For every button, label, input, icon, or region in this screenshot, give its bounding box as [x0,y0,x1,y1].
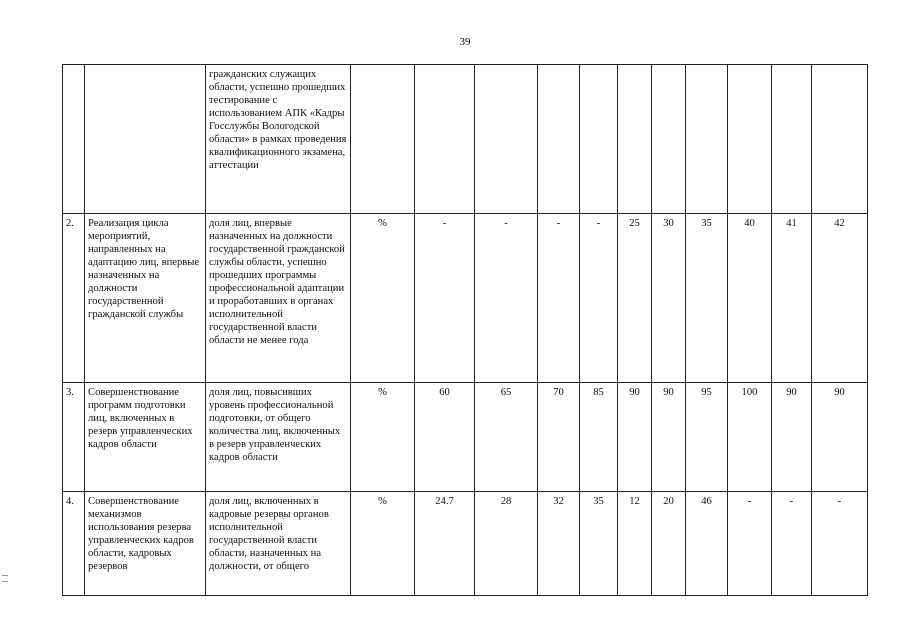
value-cell: 46 [686,492,728,596]
value-cell [580,65,618,214]
value-cell: 95 [686,383,728,492]
value-cell: 41 [772,214,812,383]
value-cell: 65 [475,383,538,492]
table-body [63,65,868,596]
value-cell: 35 [686,214,728,383]
indicator-cell: доля лиц, повысивших уровень профессиональной подготовки, от общего количества лиц, включенных в резерв управленческих кадров области [206,383,351,492]
table-row [63,214,868,383]
margin-mark [2,581,8,582]
value-cell [415,65,475,214]
value-cell: 90 [652,383,686,492]
value-cell: 90 [812,383,868,492]
table-row [63,492,868,596]
value-cell: 85 [580,383,618,492]
value-cell: 30 [652,214,686,383]
measure-name-cell: Реализация цикла мероприятий, направленных на адаптацию лиц, впервые назначенных на должности государственной гражданской службы [85,214,206,383]
value-cell: - [538,214,580,383]
value-cell: - [580,214,618,383]
measure-name-cell: Совершенствование программ подготовки лиц, включенных в резерв управленческих кадров области [85,383,206,492]
value-cell [772,65,812,214]
table-row [63,383,868,492]
value-cell: 90 [618,383,652,492]
row-number-cell [63,65,85,214]
table-row [63,65,868,214]
value-cell: 90 [772,383,812,492]
indicator-cell: гражданских служащих области, успешно прошедших тестирование с использованием АПК «Кадры Госслужбы Вологодской области» в рамках проведения квалификационного экзамена, аттестации [206,65,351,214]
unit-cell: % [351,492,415,596]
value-cell: - [812,492,868,596]
measure-name-cell: Совершенствование механизмов использования резерва управленческих кадров области, кадровых резервов [85,492,206,596]
value-cell: 70 [538,383,580,492]
value-cell: 32 [538,492,580,596]
unit-cell: % [351,214,415,383]
value-cell: - [475,214,538,383]
indicator-cell: доля лиц, впервые назначенных на должности государственной гражданской службы области, успешно прошедших программы профессиональной адаптации и проработавших в органах исполнительной государственной власти области не менее года [206,214,351,383]
value-cell [475,65,538,214]
value-cell [652,65,686,214]
margin-mark [2,575,8,576]
value-cell: 28 [475,492,538,596]
value-cell: - [415,214,475,383]
value-cell [538,65,580,214]
row-number-cell: 2. [63,214,85,383]
value-cell: 12 [618,492,652,596]
indicator-cell: доля лиц, включенных в кадровые резервы органов исполнительной государственной власти области, назначенных на должности, от общего [206,492,351,596]
value-cell: 25 [618,214,652,383]
unit-cell [351,65,415,214]
unit-cell: % [351,383,415,492]
value-cell: 40 [728,214,772,383]
measure-name-cell [85,65,206,214]
row-number-cell: 4. [63,492,85,596]
page-number: 39 [459,36,471,48]
value-cell [728,65,772,214]
value-cell: 60 [415,383,475,492]
value-cell: - [728,492,772,596]
value-cell [618,65,652,214]
value-cell: 42 [812,214,868,383]
value-cell [686,65,728,214]
value-cell: - [772,492,812,596]
value-cell: 24.7 [415,492,475,596]
value-cell: 20 [652,492,686,596]
row-number-cell: 3. [63,383,85,492]
value-cell: 100 [728,383,772,492]
indicators-table [62,64,868,596]
value-cell: 35 [580,492,618,596]
value-cell [812,65,868,214]
